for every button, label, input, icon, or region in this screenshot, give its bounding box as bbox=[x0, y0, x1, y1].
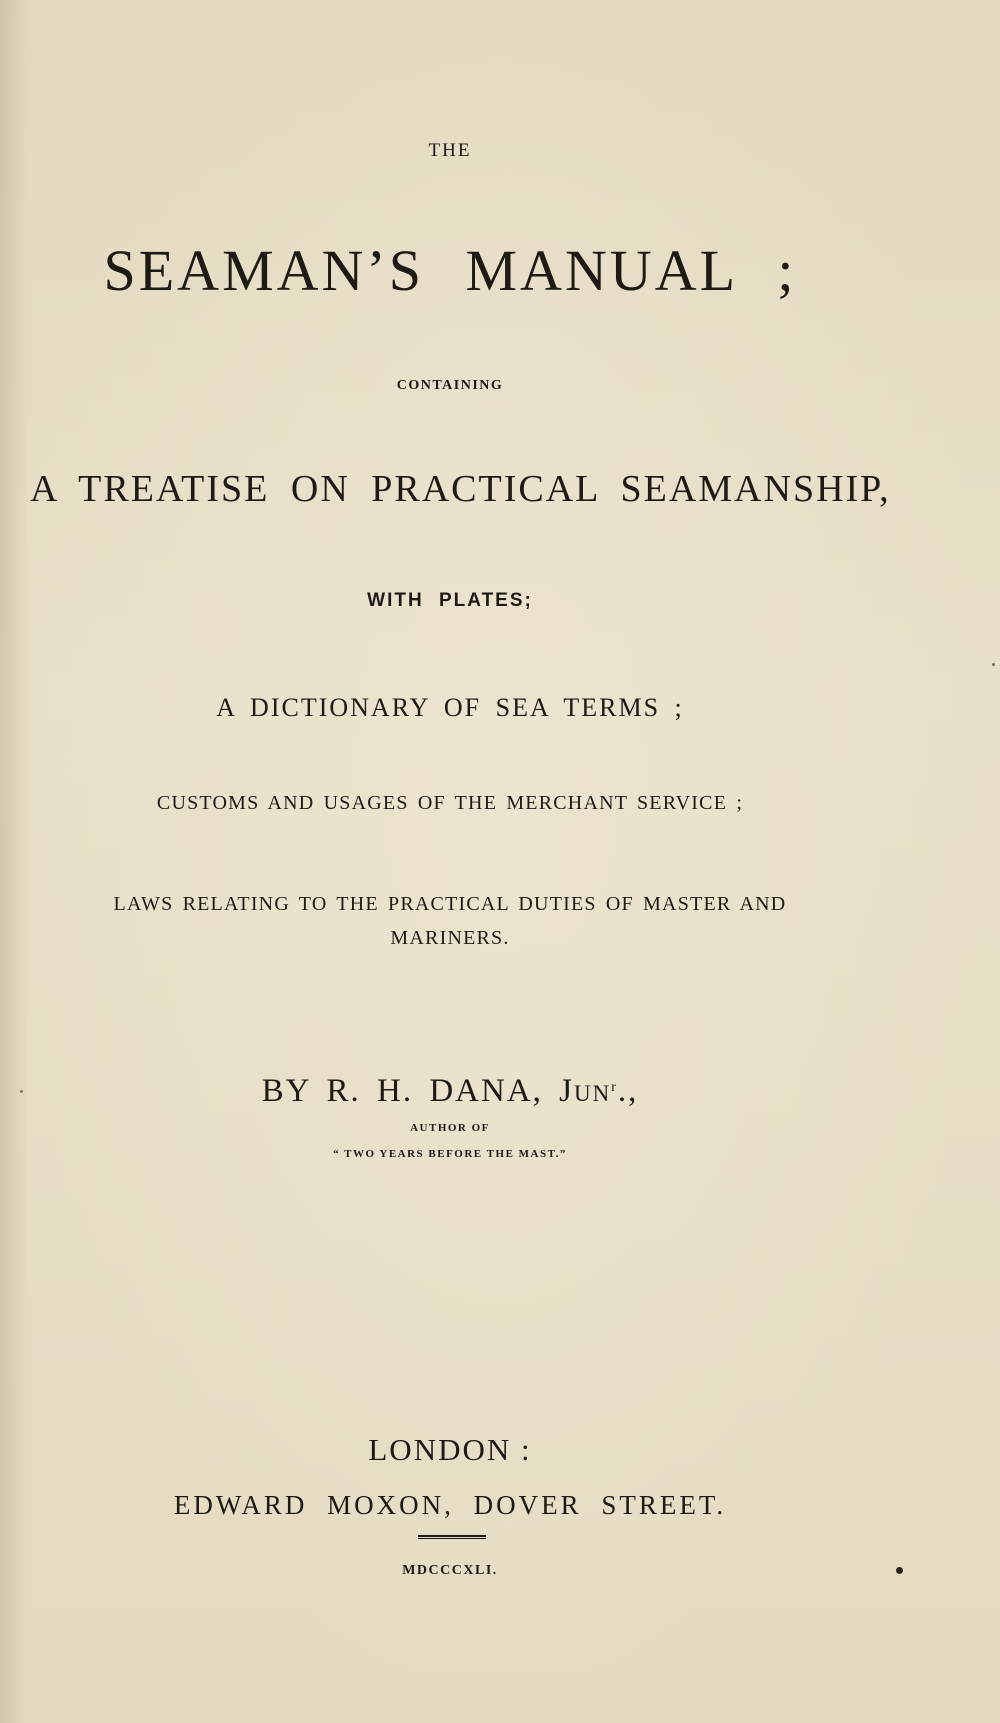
imprint-publisher: EDWARD MOXON, DOVER STREET. bbox=[173, 1490, 727, 1520]
paper-speck bbox=[992, 663, 995, 666]
author-suffix: Jun bbox=[559, 1073, 612, 1109]
title-article: THE bbox=[428, 140, 472, 161]
author-suffix-end: ., bbox=[617, 1073, 639, 1109]
imprint-rule bbox=[418, 1535, 486, 1539]
subtitle-laws-line-1: LAWS RELATING TO THE PRACTICAL DUTIES OF MASTER AND bbox=[113, 893, 787, 915]
author-name: BY R. H. DANA, bbox=[261, 1073, 543, 1109]
author-line bbox=[0, 1073, 900, 1110]
subtitle-laws-line-2: MARINERS. bbox=[390, 927, 510, 949]
author-suffix-superscript: r bbox=[611, 1080, 618, 1095]
author-of-label: AUTHOR OF bbox=[410, 1122, 490, 1134]
subtitle-treatise: A TREATISE ON PRACTICAL SEAMANSHIP, bbox=[30, 468, 891, 510]
paper-speck bbox=[896, 1567, 903, 1574]
imprint-year: MDCCCXLI. bbox=[402, 1563, 498, 1578]
paper-speck bbox=[20, 1090, 23, 1093]
subtitle-with-plates: WITH PLATES; bbox=[367, 590, 533, 611]
subtitle-dictionary: A DICTIONARY OF SEA TERMS ; bbox=[216, 693, 684, 722]
previous-work-title: “ TWO YEARS BEFORE THE MAST.” bbox=[333, 1148, 567, 1160]
subtitle-customs: CUSTOMS AND USAGES OF THE MERCHANT SERVICE ; bbox=[156, 792, 744, 814]
book-title: SEAMAN’S MANUAL ; bbox=[103, 238, 797, 303]
containing-label: CONTAINING bbox=[396, 378, 504, 393]
imprint-city: LONDON : bbox=[368, 1432, 532, 1467]
